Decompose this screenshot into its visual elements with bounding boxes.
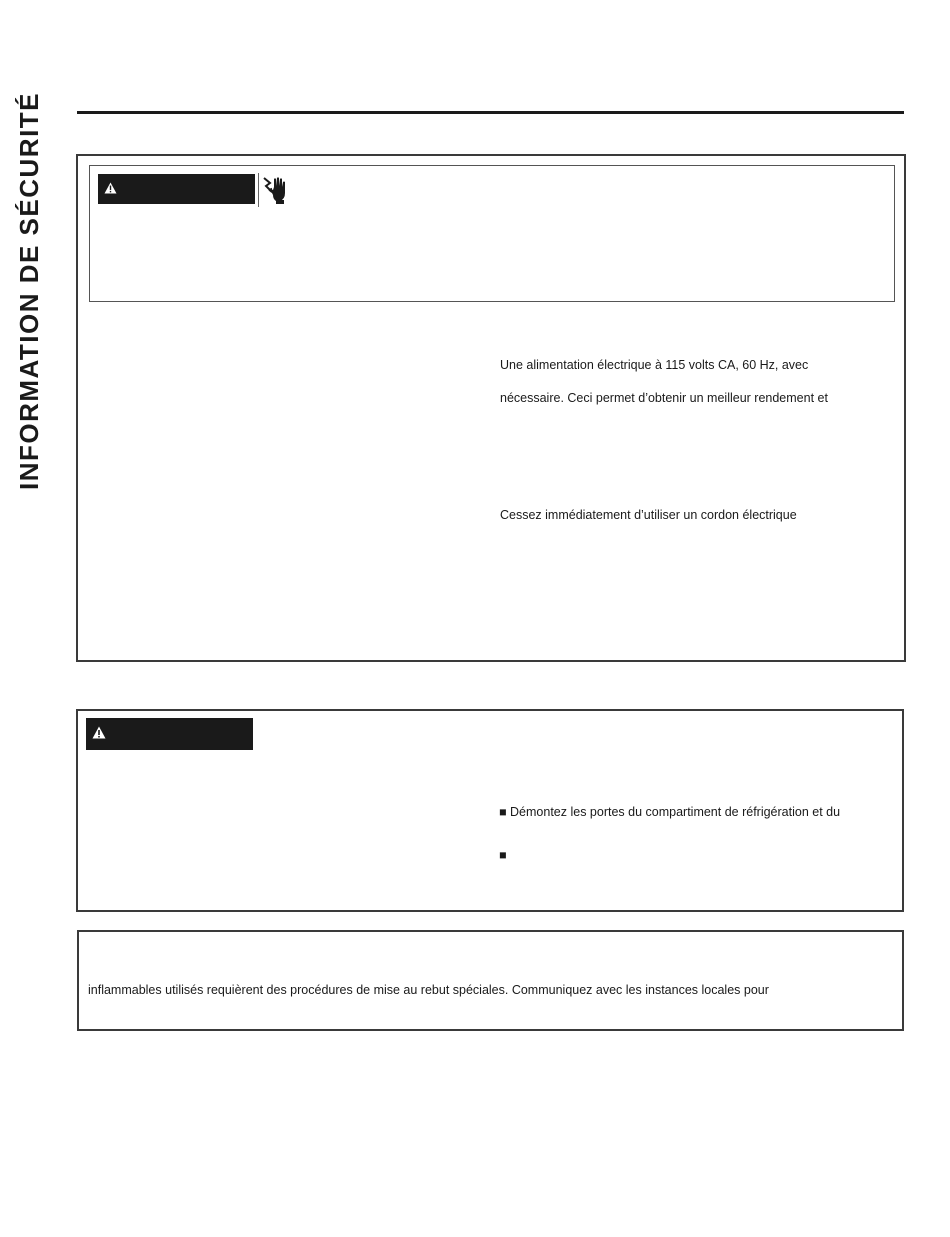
disposal-section: [77, 930, 904, 1031]
text-line: nécessaire. Ceci permet d’obtenir un meilleur rendement et: [500, 391, 828, 405]
bullet-item: ■ Démontez les portes du compartiment de réfrigération et du: [499, 805, 841, 819]
text-line: inflammables utilisés requièrent des procédures de mise au rebut spéciales. Communiquez avec les instances locales pour: [88, 983, 769, 997]
page-section-title: INFORMATION DE SÉCURITÉ: [14, 91, 44, 490]
warning-banner: [86, 718, 253, 750]
header-rule: [77, 111, 904, 114]
warning-triangle-icon: [92, 726, 106, 739]
warning-triangle-icon: [104, 182, 117, 194]
electrical-safety-section: [76, 154, 906, 662]
text-line: Une alimentation électrique à 115 volts CA, 60 Hz, avec: [500, 358, 809, 372]
bullet-item: ■: [499, 848, 507, 862]
warning-box: [89, 165, 895, 302]
warning-banner: [98, 174, 255, 204]
text-line: Cessez immédiatement d’utiliser un cordon électrique: [500, 508, 797, 522]
electric-shock-hand-icon: [258, 173, 289, 207]
danger-section: [76, 709, 904, 912]
